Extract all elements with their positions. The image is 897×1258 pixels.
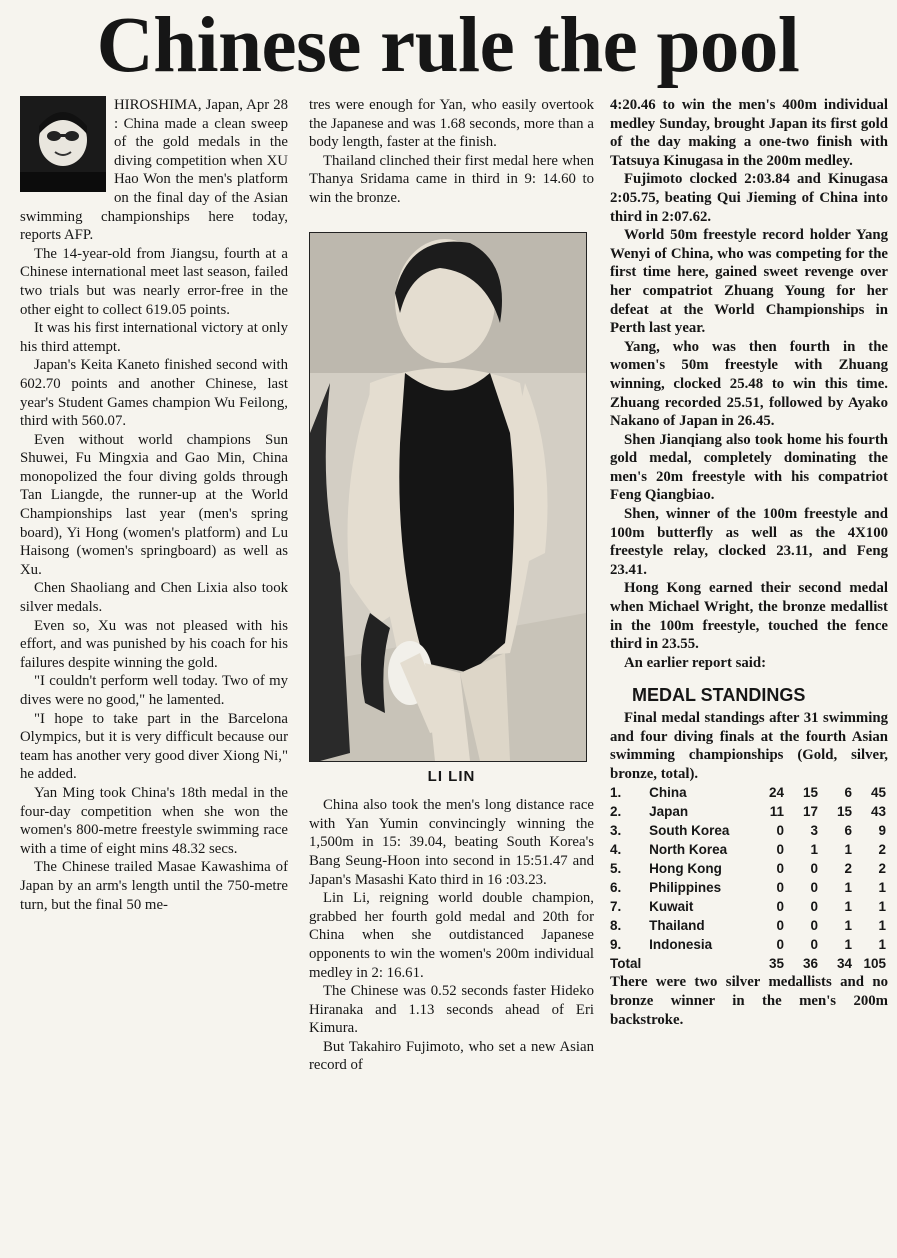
medal-gold: 0 bbox=[776, 880, 785, 896]
column-1 bbox=[20, 96, 288, 1256]
article-paragraph: Even without world champions Sun Shuwei, Fu Mingxia and Gao Min, China monopolized the four diving golds through Tan Liangde, the runner-up at the World Championships last year (men's spring board), Yi Hong (women's platform) and Lu Haisong (women's springboard) as well as Xu. bbox=[20, 431, 288, 578]
medal-intro: Final medal standings after 31 swimming and four diving finals at the fourth Asian swimming championships (Gold, silver, bronze, total). bbox=[610, 710, 888, 782]
medal-table bbox=[610, 783, 886, 973]
medal-rank: 4. bbox=[610, 842, 622, 858]
total-silver: 36 bbox=[802, 956, 819, 972]
total-gold: 35 bbox=[769, 956, 785, 972]
medal-row bbox=[610, 897, 886, 916]
headline: Chinese rule the pool bbox=[96, 2, 800, 89]
article-lead: HIROSHIMA, Japan, Apr 28 : China made a clean sweep of the gold medals in the diving competition when XU Hao Won the men's platform on the final day of the Asian swimming championships here today, reports AFP. bbox=[20, 97, 288, 244]
medal-nation: South Korea bbox=[649, 823, 730, 839]
medal-gold: 24 bbox=[769, 785, 785, 801]
medal-total: 1 bbox=[878, 880, 886, 896]
article-paragraph: World 50m freestyle record holder Yang Wenyi of China, who was competing for the first time here, gained sweet revenge over her compatriot Zhuang Young for her defeat at the World Championships in Perth last year. bbox=[610, 227, 888, 337]
article-paragraph: The Chinese was 0.52 seconds faster Hideko Hiranaka and 1.13 seconds ahead of Eri Kimura. bbox=[309, 983, 594, 1037]
medal-total: 9 bbox=[878, 823, 886, 839]
medal-nation: Hong Kong bbox=[649, 861, 722, 877]
article-paragraph: But Takahiro Fujimoto, who set a new Asian record of bbox=[309, 1038, 594, 1074]
medal-total: 2 bbox=[878, 861, 886, 877]
medal-silver: 0 bbox=[810, 937, 819, 953]
medal-nation: Japan bbox=[649, 804, 689, 820]
closing-paragraph: There were two silver medallists and no bronze winner in the men's 200m backstroke. bbox=[610, 974, 888, 1028]
medal-bronze: 6 bbox=[844, 785, 852, 801]
medal-silver: 0 bbox=[810, 918, 819, 934]
medal-gold: 0 bbox=[776, 842, 785, 858]
medal-bronze: 1 bbox=[844, 899, 852, 915]
medal-bronze: 2 bbox=[844, 861, 852, 877]
article-paragraph: Even so, Xu was not pleased with his effort, and was punished by his coach for his failures despite winning the gold. bbox=[20, 617, 288, 671]
medal-nation: Philippines bbox=[649, 880, 722, 896]
medal-nation: China bbox=[649, 785, 687, 801]
article-paragraph: Thailand clinched their first medal here when Thanya Sridama came in third in 9: 14.60 to win the bronze. bbox=[309, 152, 594, 206]
medal-row bbox=[610, 859, 886, 878]
total-bronze: 34 bbox=[836, 956, 852, 972]
medal-silver: 0 bbox=[810, 861, 819, 877]
medal-row bbox=[610, 821, 886, 840]
article-paragraph: Shen, winner of the 100m freestyle and 100m butterfly as well as the 4X100 freestyle relay, clocked 23.11, and Feng 23.41. bbox=[610, 506, 888, 578]
medal-bronze: 6 bbox=[844, 823, 852, 839]
swimmer-photo bbox=[309, 232, 587, 762]
medal-silver: 1 bbox=[810, 842, 819, 858]
total-total: 105 bbox=[863, 956, 886, 972]
medal-nation: Thailand bbox=[649, 918, 705, 934]
photo-caption: LI LIN bbox=[427, 767, 476, 785]
medal-bronze: 15 bbox=[836, 804, 852, 820]
medal-total: 1 bbox=[878, 918, 886, 934]
medal-silver: 17 bbox=[802, 804, 819, 820]
medal-silver: 0 bbox=[810, 880, 819, 896]
medal-total: 43 bbox=[870, 804, 886, 820]
article-paragraph: China also took the men's long distance race with Yan Yumin convincingly winning the 1,500m in 15: 39.04, beating South Korea's Bang Seung-Hoon into second in 15:51.47 and Japan's Masashi Kato third in 16 :03.23. bbox=[309, 797, 594, 888]
article-paragraph: 4:20.46 to win the men's 400m individual medley Sunday, brought Japan its first gold of the day making a one-two finish with Tatsuya Kinugasa in the 200m medley. bbox=[610, 97, 888, 169]
article-paragraph: It was his first international victory at only his third attempt. bbox=[20, 320, 288, 355]
medal-row bbox=[610, 783, 886, 802]
medal-rank: 7. bbox=[610, 899, 622, 915]
medal-standings-heading: MEDAL STANDINGS bbox=[632, 685, 806, 706]
medal-row bbox=[610, 802, 886, 821]
article-paragraph: Chen Shaoliang and Chen Lixia also took silver medals. bbox=[20, 580, 288, 616]
medal-bronze: 1 bbox=[844, 842, 852, 858]
medal-gold: 0 bbox=[776, 899, 785, 915]
medal-total: 1 bbox=[878, 937, 886, 953]
medal-nation: Kuwait bbox=[649, 899, 694, 915]
medal-bronze: 1 bbox=[844, 880, 852, 896]
medal-silver: 0 bbox=[810, 899, 819, 915]
swimmer-mugshot-icon bbox=[20, 96, 106, 192]
medal-bronze: 1 bbox=[844, 937, 852, 953]
medal-total: 1 bbox=[878, 899, 886, 915]
medal-row bbox=[610, 840, 886, 859]
article-paragraph: Japan's Keita Kaneto finished second with 602.70 points and another Chinese, last year's Student Games champion Wu Feilong, third with 560.07. bbox=[20, 357, 288, 430]
medal-rank: 1. bbox=[610, 785, 622, 801]
article-paragraph: An earlier report said: bbox=[624, 654, 767, 671]
article-paragraph: Lin Li, reigning world double champion, grabbed her fourth gold medal and 20th for China when she outdistanced Japanese opponents to win the women's 200m individual medley in 2: 16.61. bbox=[309, 890, 594, 981]
medal-rank: 2. bbox=[610, 804, 622, 820]
medal-rank: 8. bbox=[610, 918, 622, 934]
article-paragraph: Shen Jianqiang also took home his fourth gold medal, completely dominating the men's 20m freestyle with his compatriot Feng Qiangbiao. bbox=[610, 431, 888, 504]
medal-rank: 6. bbox=[610, 880, 622, 896]
article-paragraph: tres were enough for Yan, who easily overtook the Japanese and was 1.68 seconds, more than a body length, faster at the finish. bbox=[309, 97, 594, 151]
medal-bronze: 1 bbox=[844, 918, 852, 934]
medal-gold: 0 bbox=[776, 937, 785, 953]
medal-gold: 0 bbox=[776, 861, 785, 877]
column-3 bbox=[610, 96, 888, 1256]
medal-gold: 0 bbox=[776, 918, 785, 934]
medal-gold: 0 bbox=[776, 823, 785, 839]
article-paragraph: Yang, who was then fourth in the women's 50m freestyle with Zhuang winning, clocked 25.48 to win this time. Zhuang recorded 25.51, followed by Ayako Nakano of Japan in 26.45. bbox=[610, 338, 888, 430]
article-paragraph: "I hope to take part in the Barcelona Olympics, but it is very difficult because our team has another very good diver Xiong Ni," he added. bbox=[20, 710, 288, 783]
article-paragraph: Yan Ming took China's 18th medal in the four-day competition when she won the women's 800-metre freestyle swimming race with a time of eight mins 48.32 secs. bbox=[20, 784, 288, 857]
medal-gold: 11 bbox=[769, 804, 785, 820]
medal-total: 45 bbox=[870, 785, 886, 801]
medal-silver: 15 bbox=[802, 785, 819, 801]
medal-row bbox=[610, 935, 886, 954]
article-paragraph: The Chinese trailed Masae Kawashima of Japan by an arm's length until the 750-metre turn, but the final 50 me- bbox=[20, 859, 288, 913]
article-paragraph: The 14-year-old from Jiangsu, fourth at a Chinese international meet last season, failed two trials but was nearly error-free in the other eight to collect 619.05 points. bbox=[20, 245, 288, 318]
medal-rank: 5. bbox=[610, 861, 622, 877]
column-2 bbox=[309, 96, 594, 1256]
total-label: Total bbox=[610, 956, 642, 972]
medal-row bbox=[610, 878, 886, 897]
medal-rank: 3. bbox=[610, 823, 622, 839]
medal-row bbox=[610, 916, 886, 935]
article-paragraph: Fujimoto clocked 2:03.84 and Kinugasa 2:05.75, beating Qui Jieming of China into third in 2:07.62. bbox=[610, 171, 888, 225]
article-paragraph: "I couldn't perform well today. Two of my dives were no good," he lamented. bbox=[20, 673, 288, 708]
medal-nation: Indonesia bbox=[649, 937, 713, 953]
article-paragraph: Hong Kong earned their second medal when Michael Wright, the bronze medallist in the 100m freestyle, touched the fence third in 23.55. bbox=[610, 580, 888, 653]
medal-silver: 3 bbox=[810, 823, 819, 839]
medal-rank: 9. bbox=[610, 937, 622, 953]
medal-nation: North Korea bbox=[649, 842, 728, 858]
medal-total-row bbox=[610, 954, 886, 973]
medal-total: 2 bbox=[878, 842, 886, 858]
